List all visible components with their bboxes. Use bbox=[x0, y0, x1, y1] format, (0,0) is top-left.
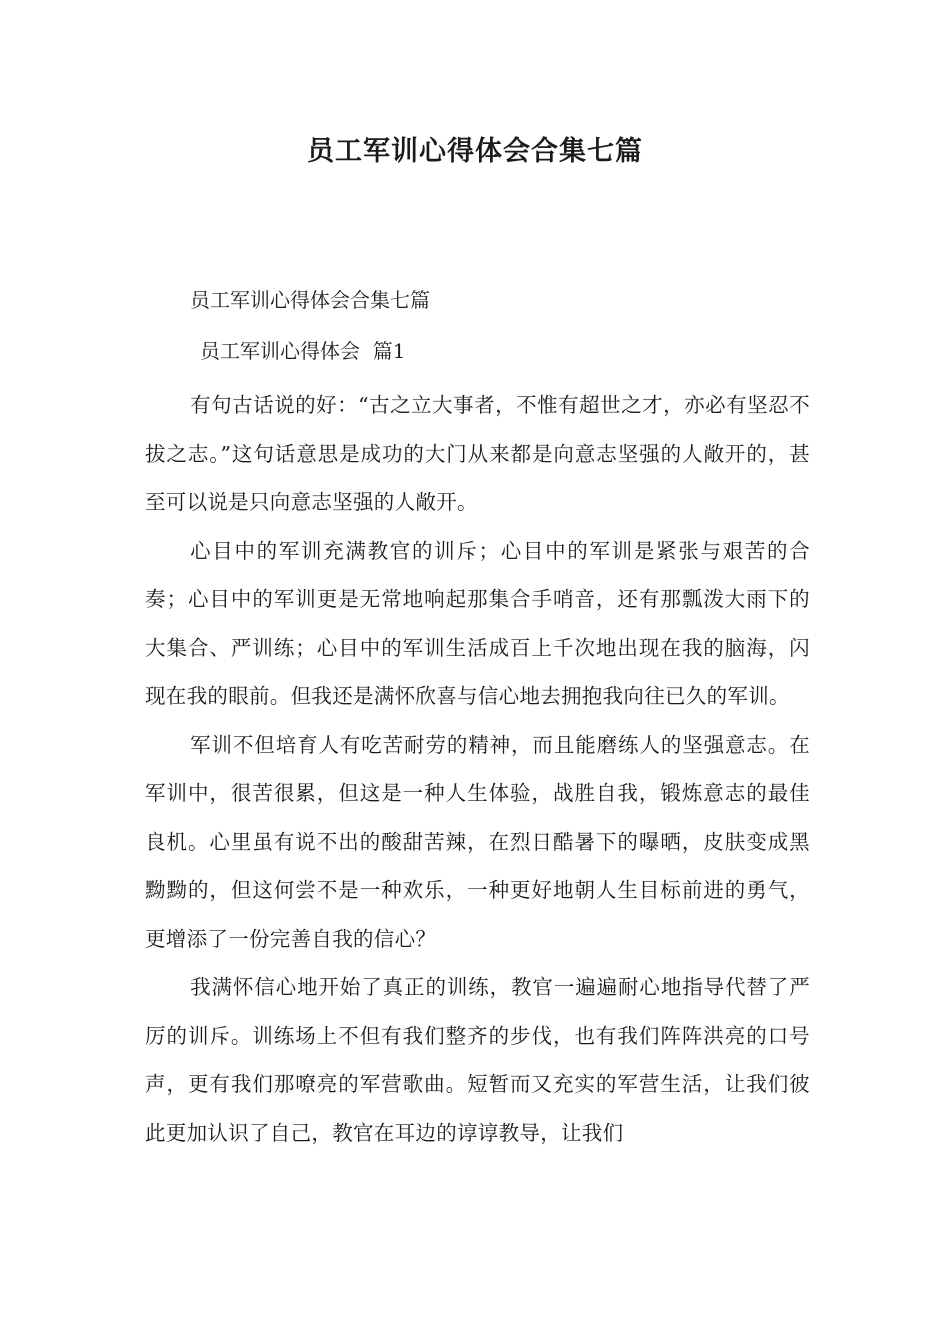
paragraph: 军训不但培育人有吃苦耐劳的精神，而且能磨练人的坚强意志。在军训中，很苦很累，但这是一种人生体验，战胜自我，锻炼意志的最佳良机。心里虽有说不出的酸甜苦辣，在烈日酷暑下的曝晒，皮肤变成黑黝黝的，但这何尝不是一种欢乐，一种更好地朝人生目标前进的勇气，更增添了一份完善自我的信心？ bbox=[145, 732, 810, 951]
paragraph: 有句古话说的好：“古之立大事者，不惟有超世之才，亦必有坚忍不拔之志。”这句话意思是成功的大门从来都是向意志坚强的人敞开的，甚至可以说是只向意志坚强的人敞开。 bbox=[145, 393, 810, 514]
section-heading: 员工军训心得体会 篇1 bbox=[200, 339, 406, 363]
paragraph: 我满怀信心地开始了真正的训练，教官一遍遍耐心地指导代替了严厉的训斥。训练场上不但有我们整齐的步伐，也有我们阵阵洪亮的口号声，更有我们那嘹亮的军营歌曲。短暂而又充实的军营生活，让我们彼此更加认识了自己，教官在耳边的谆谆教导，让我们 bbox=[145, 975, 810, 1145]
document-subtitle: 员工军训心得体会合集七篇 bbox=[190, 288, 430, 312]
paragraph: 心目中的军训充满教官的训斥；心目中的军训是紧张与艰苦的合奏；心目中的军训更是无常地响起那集合手哨音，还有那瓢泼大雨下的大集合、严训练；心目中的军训生活成百上千次地出现在我的脑海，闪现在我的眼前。但我还是满怀欣喜与信心地去拥抱我向往已久的军训。 bbox=[145, 538, 810, 708]
document-title: 员工军训心得体会合集七篇 bbox=[307, 136, 643, 167]
body-text bbox=[145, 381, 810, 1157]
